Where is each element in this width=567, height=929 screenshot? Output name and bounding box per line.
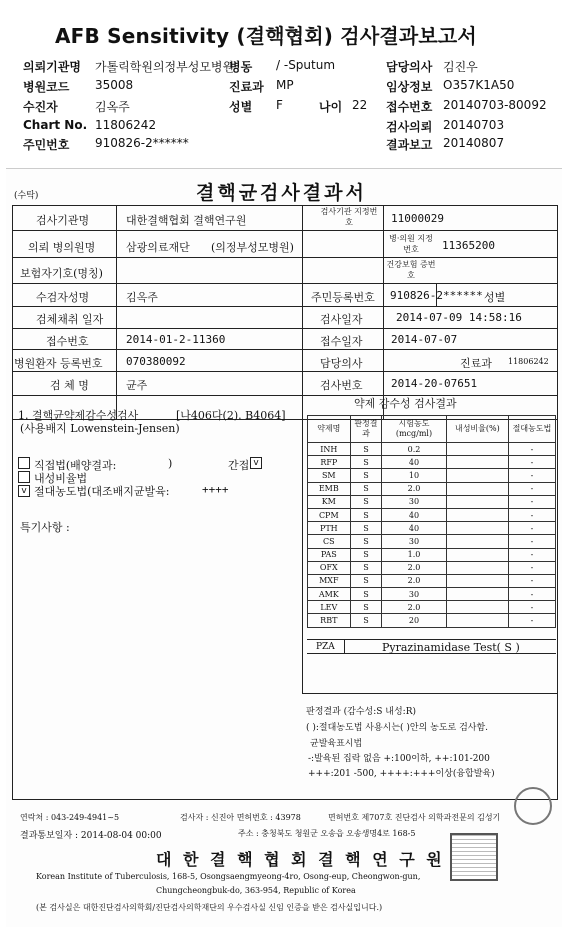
result-cell-abs: - xyxy=(508,548,555,561)
result-cell-result: S xyxy=(350,601,382,614)
row-divider xyxy=(12,395,558,396)
result-cell-abs: - xyxy=(508,443,555,456)
label-ward: 병동 xyxy=(229,60,253,74)
recv-date-label: 접수일자 xyxy=(320,335,363,348)
result-cell-ratio xyxy=(446,443,508,456)
th-drug: 약제명 xyxy=(308,416,351,443)
results-body xyxy=(308,443,556,628)
result-cell-ratio xyxy=(446,482,508,495)
lower-col-divider xyxy=(302,419,303,694)
patient-value: 김옥주 xyxy=(126,291,158,304)
result-cell-result: S xyxy=(350,614,382,627)
license: 면허번호 제707호 진단검사 의학과전문의 김성기 xyxy=(328,813,501,822)
report-date: 결과통보일자 : 2014-08-04 00:00 xyxy=(20,831,162,841)
absolute-method-label: 절대농도법(대조배지균발육: xyxy=(34,485,170,498)
col-divider xyxy=(383,205,384,419)
label-report-date: 결과보고 xyxy=(386,138,433,152)
label-chart-no: Chart No. xyxy=(23,118,88,132)
hosp-code-label: 병·의원 지정번호 xyxy=(389,234,433,254)
result-cell-ratio xyxy=(446,561,508,574)
result-cell-drug: OFX xyxy=(308,561,351,574)
result-row xyxy=(308,535,556,548)
result-cell-abs: - xyxy=(508,561,555,574)
lower-bottom-border xyxy=(12,799,558,800)
remarks-label: 특기사항 : xyxy=(20,521,70,534)
pza-divider xyxy=(344,639,345,654)
result-cell-conc: 2.0 xyxy=(382,601,446,614)
indirect-method-label: 간접 xyxy=(228,459,250,472)
result-cell-abs: - xyxy=(508,469,555,482)
result-cell-result: S xyxy=(350,482,382,495)
col-divider xyxy=(116,205,117,419)
judgement-top xyxy=(302,693,558,694)
result-cell-conc: 1.0 xyxy=(382,548,446,561)
label-patient: 수진자 xyxy=(23,100,58,114)
value-clinical-info: O357K1A50 xyxy=(443,78,515,92)
examiner: 검사자 : 신진아 면허번호 : 43978 xyxy=(180,813,301,822)
insurance-label: 보험자기호(명칭) xyxy=(20,267,103,280)
pza-label: PZA xyxy=(316,642,335,652)
hosp-label: 의뢰 병의원명 xyxy=(28,241,96,254)
patient-label: 수검자성명 xyxy=(36,291,90,304)
result-cell-conc: 2.0 xyxy=(382,561,446,574)
row-divider xyxy=(12,230,558,231)
judgement-line-3: 균발육표시법 xyxy=(310,739,363,749)
result-row xyxy=(308,456,556,469)
indirect-method-checkbox[interactable] xyxy=(250,457,262,469)
result-cell-drug: RFP xyxy=(308,456,351,469)
result-cell-result: S xyxy=(350,574,382,587)
row-divider xyxy=(12,371,558,372)
row-divider xyxy=(12,283,558,284)
value-request-date: 20140703 xyxy=(443,118,505,132)
judgement-line-5: +++:201 -500, ++++:+++이상(융합발육) xyxy=(308,769,495,779)
result-row xyxy=(308,522,556,535)
result-cell-abs: - xyxy=(508,588,555,601)
result-cell-abs: - xyxy=(508,614,555,627)
value-age: 22 xyxy=(352,98,368,112)
direct-method-label: 직접법(배양결과: xyxy=(34,459,117,472)
form-left-border xyxy=(12,205,13,419)
result-cell-ratio xyxy=(446,456,508,469)
result-cell-conc: 40 xyxy=(382,456,446,469)
result-row xyxy=(308,508,556,521)
result-cell-abs: - xyxy=(508,508,555,521)
value-chart-no: 11806242 xyxy=(95,118,157,132)
value-ward: / -Sputum xyxy=(276,58,336,72)
specimen-label: 검 체 명 xyxy=(50,379,89,392)
doctor-label: 담당의사 xyxy=(320,357,363,370)
result-cell-result: S xyxy=(350,456,382,469)
row-divider xyxy=(12,306,558,307)
result-cell-ratio xyxy=(446,548,508,561)
result-cell-conc: 40 xyxy=(382,522,446,535)
result-cell-result: S xyxy=(350,508,382,521)
value-doctor: 김진우 xyxy=(443,60,478,74)
test-name: 1. 결핵균약제감수성검사 xyxy=(18,409,139,422)
pza-value: Pyrazinamidase Test( S ) xyxy=(382,641,520,654)
results-title: 약제 감수성 검사결과 xyxy=(354,397,457,410)
label-request-date: 검사의뢰 xyxy=(386,120,433,134)
result-cell-drug: KM xyxy=(308,495,351,508)
label-accession: 접수번호 xyxy=(386,100,433,114)
judgement-line-4: -:발육된 집락 없음 +:100이하, ++:101-200 xyxy=(308,754,490,764)
result-cell-conc: 30 xyxy=(382,495,446,508)
row-divider xyxy=(12,349,558,350)
th-result: 판정결과 xyxy=(350,416,382,443)
result-cell-result: S xyxy=(350,469,382,482)
checkmark: v xyxy=(253,458,259,468)
result-cell-ratio xyxy=(446,588,508,601)
hosp-reg-label: 병원환자 등록번호 xyxy=(14,357,103,370)
result-cell-result: S xyxy=(350,443,382,456)
result-cell-drug: PTH xyxy=(308,522,351,535)
result-cell-drug: SM xyxy=(308,469,351,482)
result-cell-ratio xyxy=(446,574,508,587)
result-cell-abs: - xyxy=(508,482,555,495)
result-cell-result: S xyxy=(350,495,382,508)
result-cell-ratio xyxy=(446,495,508,508)
result-cell-conc: 10 xyxy=(382,469,446,482)
value-report-date: 20140807 xyxy=(443,136,505,150)
direct-method-checkbox[interactable] xyxy=(18,457,30,469)
lower-left-border xyxy=(12,419,13,799)
checkmark: v xyxy=(21,486,27,496)
result-cell-abs: - xyxy=(508,535,555,548)
result-cell-abs: - xyxy=(508,456,555,469)
absolute-method-checkbox[interactable] xyxy=(18,485,30,497)
direct-method-end: ) xyxy=(168,457,173,470)
label-doctor: 담당의사 xyxy=(386,60,433,74)
result-row xyxy=(308,574,556,587)
sex-label: 성별 xyxy=(484,291,506,304)
test-code: [나406다(2). B4064] xyxy=(176,409,286,422)
lower-right-border xyxy=(557,419,558,799)
result-cell-result: S xyxy=(350,588,382,601)
result-row xyxy=(308,469,556,482)
label-rrn: 주민번호 xyxy=(23,138,70,152)
result-cell-ratio xyxy=(446,522,508,535)
value-accession: 20140703-80092 xyxy=(443,98,547,112)
result-row xyxy=(308,561,556,574)
test-no-label: 검사번호 xyxy=(320,379,363,392)
proportion-method-checkbox[interactable] xyxy=(18,471,30,483)
inst-value: 대한결핵협회 결핵연구원 xyxy=(126,214,247,227)
value-sex: F xyxy=(276,98,283,112)
specimen-value: 균주 xyxy=(126,379,148,392)
footer-note: (본 검사실은 대한진단검사의학회/진단검사의학재단의 우수검사실 신임 인증을 받은 검사실입니다.) xyxy=(36,903,383,912)
result-row xyxy=(308,495,556,508)
reg-label: 접수번호 xyxy=(46,335,89,348)
judgement-line-2: ( ):절대농도법 사용시는( )안의 농도로 검사함. xyxy=(306,723,489,733)
hosp-value: 삼광의료재단 xyxy=(126,241,190,254)
result-cell-ratio xyxy=(446,508,508,521)
report-title: AFB Sensitivity (결핵협회) 검사결과보고서 xyxy=(55,24,477,48)
result-cell-result: S xyxy=(350,548,382,561)
result-cell-drug: EMB xyxy=(308,482,351,495)
test-method: (사용배지 Lowenstein-Jensen) xyxy=(20,422,180,435)
result-cell-ratio xyxy=(446,469,508,482)
label-dept: 진료과 xyxy=(229,80,264,94)
result-cell-result: S xyxy=(350,522,382,535)
test-date-value: 2014-07-09 14:58:16 xyxy=(396,311,522,324)
result-cell-conc: 20 xyxy=(382,614,446,627)
form-right-border xyxy=(557,205,558,419)
label-sex: 성별 xyxy=(229,100,253,114)
results-table xyxy=(307,415,556,628)
result-row xyxy=(308,614,556,627)
judgement-line-1: 판정결과 (감수성:S 내성:R) xyxy=(306,707,416,717)
result-cell-drug: CPM xyxy=(308,508,351,521)
contact: 연락처 : 043-249-4941~5 xyxy=(20,813,120,822)
reg-value: 2014-01-2-11360 xyxy=(126,333,226,346)
result-row xyxy=(308,588,556,601)
result-cell-result: S xyxy=(350,535,382,548)
rrn-label: 주민등록번호 xyxy=(311,291,375,304)
seal-stamp xyxy=(514,787,552,825)
result-cell-ratio xyxy=(446,535,508,548)
result-cell-abs: - xyxy=(508,601,555,614)
inst-code-value: 11000029 xyxy=(391,212,444,225)
collect-label: 검체채취 일자 xyxy=(36,313,104,326)
result-row xyxy=(308,443,556,456)
col-divider xyxy=(302,205,303,419)
institute-seal xyxy=(450,833,498,881)
result-cell-drug: INH xyxy=(308,443,351,456)
result-cell-result: S xyxy=(350,561,382,574)
value-hospital-code: 35008 xyxy=(95,78,134,92)
result-cell-conc: 0.2 xyxy=(382,443,446,456)
result-cell-conc: 2.0 xyxy=(382,574,446,587)
proportion-method-label: 내성비율법 xyxy=(34,472,88,485)
hosp-reg-value: 070380092 xyxy=(126,355,186,368)
result-cell-drug: RBT xyxy=(308,614,351,627)
label-institution: 의뢰기관명 xyxy=(23,60,81,74)
hosp-code-value: 11365200 xyxy=(442,239,495,252)
label-age: 나이 xyxy=(319,100,343,114)
th-conc: 시험농도(mcg/ml) xyxy=(382,416,446,443)
result-cell-abs: - xyxy=(508,495,555,508)
test-date-label: 검사일자 xyxy=(320,313,363,326)
dept-value: 11806242 xyxy=(508,357,549,366)
inst-label: 검사기관명 xyxy=(36,214,90,227)
test-no-value: 2014-20-07651 xyxy=(391,377,478,390)
result-cell-ratio xyxy=(446,614,508,627)
th-absolute: 절대농도법 xyxy=(508,416,555,443)
rrn-value: 910826-2****** xyxy=(390,289,483,302)
row-divider xyxy=(12,328,558,329)
result-cell-conc: 30 xyxy=(382,535,446,548)
label-hospital-code: 병원코드 xyxy=(23,80,70,94)
result-cell-drug: AMK xyxy=(308,588,351,601)
value-institution: 가톨릭학원의정부성모병원 xyxy=(95,60,235,74)
result-cell-drug: CS xyxy=(308,535,351,548)
label-clinical-info: 임상정보 xyxy=(386,80,433,94)
result-cell-conc: 30 xyxy=(382,588,446,601)
institute-name-kr: 대 한 결 핵 협 회 결 핵 연 구 원 xyxy=(156,850,445,869)
value-rrn: 910826-2****** xyxy=(95,136,189,150)
recv-date-value: 2014-07-07 xyxy=(391,333,458,346)
value-patient: 김옥주 xyxy=(95,100,130,114)
receipt-mark: (수탁) xyxy=(14,191,39,201)
document-title: 결핵균검사결과서 xyxy=(196,182,367,204)
th-ratio: 내성비율(%) xyxy=(446,416,508,443)
scanned-result-document xyxy=(6,168,562,927)
hosp-value-2: (의정부성모병원) xyxy=(211,241,294,254)
form-top-border xyxy=(12,205,558,206)
absolute-growth: ++++ xyxy=(202,483,229,496)
institute-address-en: Korean Institute of Tuberculosis, 168-5, Osongsaengmyeong-4ro, Osong-eup, Cheongwon-gun, xyxy=(36,872,421,881)
institute-address-en-2: Chungcheongbuk-do, 363-954, Republic of Korea xyxy=(156,886,356,895)
value-dept: MP xyxy=(276,78,294,92)
result-cell-conc: 40 xyxy=(382,508,446,521)
result-row xyxy=(308,548,556,561)
result-cell-drug: MXF xyxy=(308,574,351,587)
address-kr: 주소 : 충청북도 청원군 오송읍 오송생명4로 168-5 xyxy=(238,829,416,838)
result-cell-drug: PAS xyxy=(308,548,351,561)
result-cell-ratio xyxy=(446,601,508,614)
result-cell-abs: - xyxy=(508,522,555,535)
row-divider xyxy=(12,257,558,258)
result-cell-abs: - xyxy=(508,574,555,587)
result-cell-drug: LEV xyxy=(308,601,351,614)
insurance-no-label: 건강보험 증번호 xyxy=(386,260,436,280)
dept-label: 진료과 xyxy=(460,357,492,370)
result-cell-conc: 2.0 xyxy=(382,482,446,495)
result-row xyxy=(308,601,556,614)
inst-code-label: 검사기관 지정번호 xyxy=(320,207,378,227)
result-row xyxy=(308,482,556,495)
